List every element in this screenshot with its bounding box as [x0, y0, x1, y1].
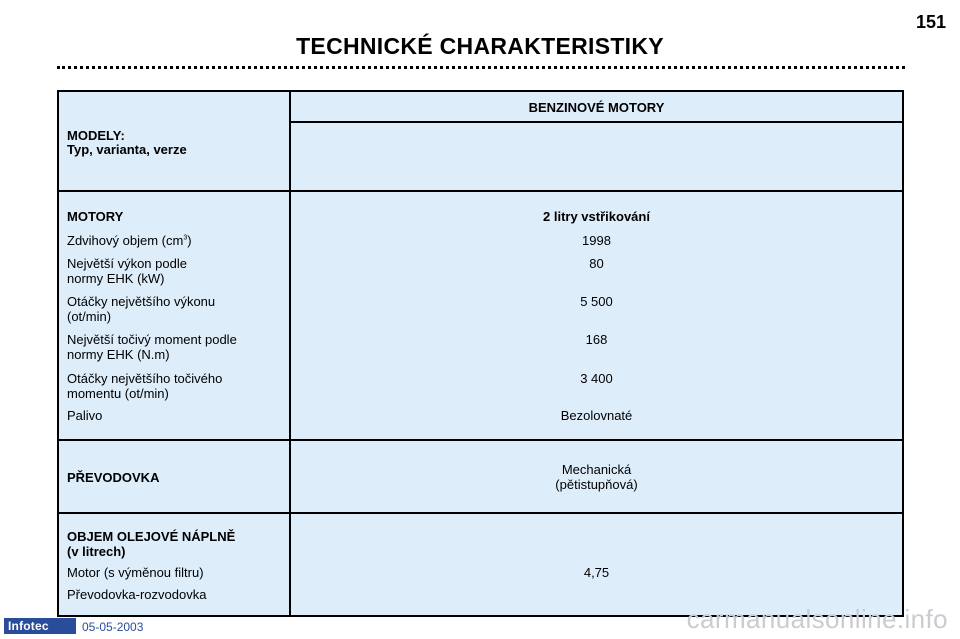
- max-power-rpm-value: 5 500: [580, 294, 613, 309]
- row-divider-engine: [59, 439, 902, 441]
- header-row-divider: [289, 121, 902, 123]
- watermark: carmanualsonline.info: [686, 604, 948, 634]
- column-header: BENZINOVÉ MOTORY: [528, 100, 665, 115]
- max-torque-rpm-value: 3 400: [580, 371, 613, 386]
- engine-value: 2 litry vstřikování: [543, 209, 650, 224]
- displacement-value: 1998: [582, 233, 611, 248]
- max-power-label: Největší výkon podle normy EHK (kW): [67, 256, 187, 286]
- max-torque-value: 168: [585, 332, 608, 347]
- fuel-label: Palivo: [67, 408, 103, 423]
- max-power-rpm-label: Otáčky největšího výkonu (ot/min): [67, 294, 216, 324]
- engine-oil-label: Motor (s výměnou filtru): [67, 565, 204, 580]
- footer-date: 05-05-2003: [82, 620, 144, 634]
- dotted-divider: [57, 66, 905, 69]
- row-divider-gearbox: [59, 512, 902, 514]
- column-divider: [289, 92, 291, 615]
- models-sublabel: Typ, varianta, verze: [67, 142, 187, 157]
- gearbox-value: Mechanická (pětistupňová): [555, 462, 638, 492]
- gearbox-label: PŘEVODOVKA: [67, 470, 160, 485]
- displacement-label: Zdvihový objem $(cm^3)$: [67, 233, 192, 248]
- engine-label: MOTORY: [67, 209, 124, 224]
- models-label: MODELY:: [67, 128, 125, 143]
- gearbox-oil-label: Převodovka-rozvodovka: [67, 587, 207, 602]
- engine-oil-value: 4,75: [583, 565, 610, 580]
- page-title: TECHNICKÉ CHARAKTERISTIKY: [296, 33, 664, 59]
- spec-table: [57, 90, 904, 617]
- infotec-logo: Infotec: [4, 618, 76, 634]
- max-torque-label: Největší točivý moment podle normy EHK (N.m): [67, 332, 237, 362]
- max-torque-rpm-label: Otáčky největšího točivého momentu (ot/min): [67, 371, 223, 401]
- page-number: 151: [915, 12, 946, 32]
- fuel-value: Bezolovnaté: [560, 408, 633, 423]
- row-divider-models: [59, 190, 902, 192]
- oil-capacity-label: OBJEM OLEJOVÉ NÁPLNĚ (v litrech): [67, 529, 236, 559]
- max-power-value: 80: [589, 256, 604, 271]
